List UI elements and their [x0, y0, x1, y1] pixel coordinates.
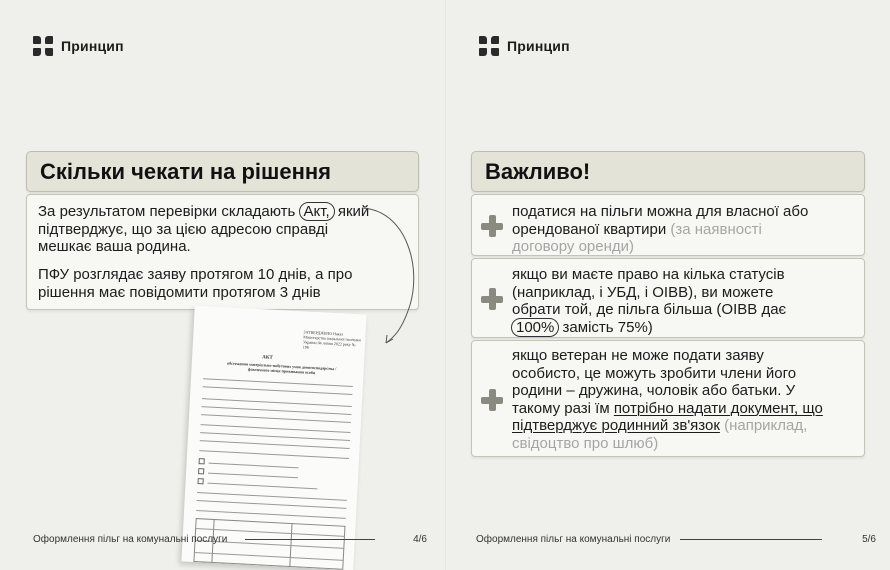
list-item-main-end: замість 75%) — [558, 318, 653, 336]
paragraph-deadline: ПФУ розглядає заяву протягом 10 днів, а про рішення має повідомити протягом 3 днів — [38, 266, 353, 301]
brand-logo-icon — [479, 36, 499, 56]
paragraph-act — [38, 203, 383, 256]
list-item — [471, 340, 865, 457]
paragraph-act-text-b: який підтверджує, що за цією адресою справді мешкає ваша родина. — [38, 203, 370, 255]
doc-approval: ЗАТВЕРДЖЕНО Наказ Міністерства соціальної політики України 04 липня 2022 року № 196 — [302, 329, 361, 350]
footer-divider — [245, 539, 375, 540]
list-item-main: податися на пільги можна для власної або орендованої квартири — [512, 203, 809, 238]
slide-footer — [33, 534, 427, 545]
list-item-text — [512, 266, 822, 336]
plus-icon — [481, 215, 503, 237]
doc-title: АКТ — [262, 355, 273, 361]
slide-title-text: Скільки чекати на рішення — [40, 158, 331, 184]
underlined-requirement: потрібно надати документ, що підтверджує родинний зв'язок — [512, 399, 823, 434]
doc-subtitle: обстеження матеріально-побутових умов домогосподарства / фактичного місця проживання особи — [227, 360, 337, 376]
plus-icon — [481, 389, 503, 411]
footer-divider — [680, 539, 822, 540]
list-item-text — [512, 347, 832, 452]
brand-logo-icon — [33, 36, 53, 56]
list-item-note: (за наявності договору оренди) — [512, 220, 762, 255]
page-number: 4/6 — [413, 534, 427, 545]
percent-highlight: 100% — [511, 318, 559, 337]
slide-title-text: Важливо! — [485, 158, 591, 184]
list-item-note: (наприклад, свідоцтво про шлюб) — [512, 417, 808, 452]
slide-title — [26, 151, 419, 192]
page-number: 5/6 — [862, 534, 876, 545]
list-item-text — [512, 203, 822, 256]
brand — [479, 36, 570, 56]
brand-name: Принцип — [507, 38, 570, 54]
list-item — [471, 194, 865, 256]
list-item — [471, 258, 865, 338]
footer-text: Оформлення пільг на комунальні послуги — [476, 534, 671, 545]
slide-5 — [445, 0, 890, 570]
act-highlight: Акт, — [299, 202, 335, 221]
brand-name: Принцип — [61, 38, 124, 54]
slide-footer — [476, 534, 876, 545]
paragraph-act-text-a: За результатом перевірки складають — [38, 203, 300, 220]
act-document-image — [181, 306, 366, 570]
footer-text: Оформлення пільг на комунальні послуги — [33, 534, 228, 545]
slide-title — [471, 151, 865, 192]
plus-icon — [481, 288, 503, 310]
list-item-main: якщо ви маєте право на кілька статусів (наприклад, і УБД, і ОІВВ), ви можете обрати той, де пільга більша (ОІВВ дає — [512, 266, 787, 318]
list-item-main: якщо ветеран не може подати заяву особисто, це можуть зробити члени його родини – дружина, чоловік або батьки. У такому разі їм — [512, 347, 797, 417]
brand — [33, 36, 124, 56]
